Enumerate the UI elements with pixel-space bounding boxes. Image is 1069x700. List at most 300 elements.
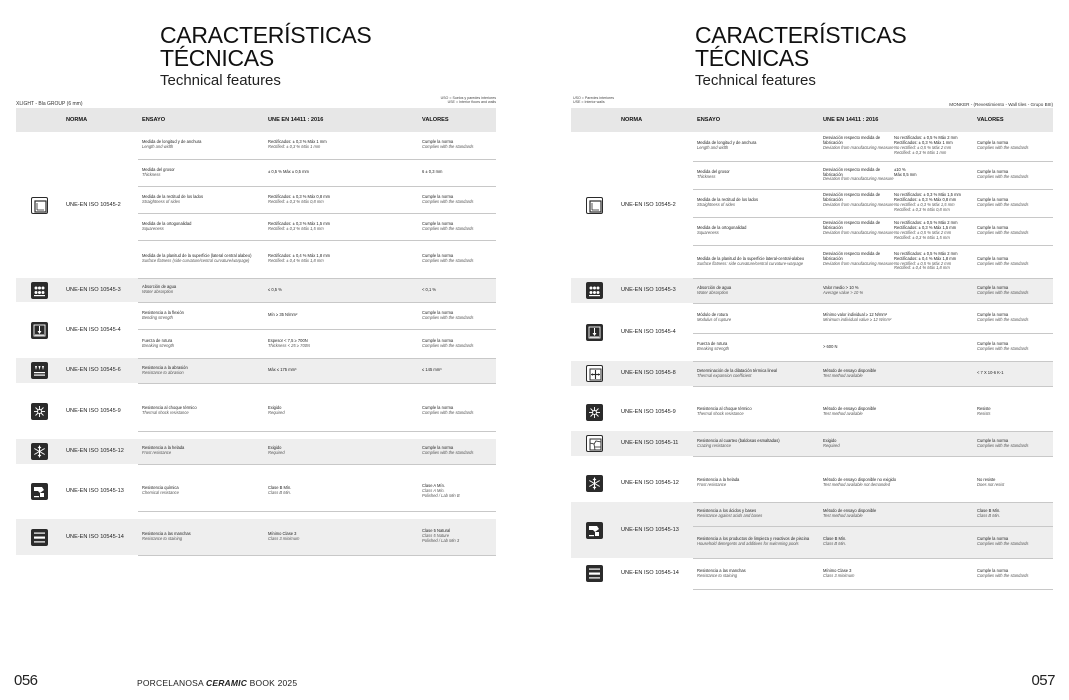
une-tolerance-2: Máx 0,5 mm (894, 171, 917, 177)
une-cell (264, 302, 418, 329)
ensayo-es: Medida del grosor (697, 169, 730, 175)
valores-es: Cumple la norma (422, 445, 454, 451)
valores-cell (973, 558, 1053, 589)
column-header-valores: VALORES (418, 108, 496, 132)
column-header-ensayo: ENSAYO (693, 108, 819, 132)
table-row (16, 391, 496, 431)
ensayo-es: Resistencia a las manchas (697, 567, 746, 573)
valores-en: Class A Min. (422, 487, 445, 493)
page-number: 056 (14, 672, 38, 689)
water-absorption-icon (31, 282, 48, 299)
une-cell (819, 361, 973, 386)
une-tolerance-1: ±10 % (894, 166, 906, 172)
ensayo-cell (693, 161, 819, 189)
ensayo-en: Breaking strength (142, 342, 175, 348)
une-es: Mín ≥ 35 N/mm² (268, 312, 298, 318)
une-es: Clase B Mín. (823, 536, 847, 542)
valores-es: Clase A Mín. (422, 482, 445, 488)
valores-en: Complies with the standards (422, 258, 474, 263)
valores-cell (973, 278, 1053, 303)
valores-en: Complies with the standards (422, 409, 474, 415)
ensayo-es: Medida de la rectitud de los lados (697, 197, 758, 203)
usage-note: USO = Suelos y paredes interiores USE = Interior floors and walls (440, 96, 496, 105)
ensayo-en: Frost resistance (697, 481, 727, 487)
icon-cell (16, 439, 62, 464)
valores-es: Cumple la norma (977, 140, 1009, 146)
valores-es: Cumple la norma (422, 193, 454, 199)
ensayo-cell (693, 464, 819, 502)
valores-cell (418, 132, 496, 159)
une-en: Rectified: ± 0,3 % Máx 1 mm (268, 144, 321, 150)
ensayo-cell (138, 329, 264, 358)
valores-cell (418, 329, 496, 358)
ensayo-cell (138, 278, 264, 302)
valores-en: Complies with the standards (422, 198, 474, 204)
une-en: Test method available (823, 411, 863, 417)
une-cell (819, 278, 973, 303)
une-cell (264, 391, 418, 431)
ensayo-es: Absorción de agua (142, 284, 177, 290)
une-cell (264, 278, 418, 302)
table-row (16, 132, 496, 159)
icon-cell (571, 558, 617, 589)
valores-cell (418, 278, 496, 302)
une-en: Rectified: ± 0,3 % Máx 1,5 mm (268, 225, 324, 231)
une-es: Método de ensayo disponible (823, 508, 877, 514)
ensayo-cell (693, 502, 819, 526)
icon-cell (571, 132, 617, 278)
une-en: Required (823, 442, 840, 448)
ensayo-es: Medida de la ortogonalidad (697, 225, 747, 231)
ensayo-en: Resistance to staining (697, 572, 738, 578)
valores-es: 6 ± 0,3 mm (422, 169, 443, 175)
ensayo-en: Thickness (142, 171, 161, 177)
ensayo-es: Resistencia a las manchas (142, 530, 191, 536)
page-number: 057 (1031, 672, 1055, 689)
ensayo-en: Length and width (697, 145, 729, 151)
norma-cell: UNE-EN ISO 10545-13 (617, 502, 693, 558)
column-header-ensayo: ENSAYO (138, 108, 264, 132)
ensayo-cell (693, 558, 819, 589)
valores-es: Cumple la norma (422, 404, 454, 410)
une-criterion-es: Desviación respecto medida de fabricación (823, 192, 881, 203)
group-spacer (16, 431, 496, 439)
une-es: > 600 N (823, 343, 838, 349)
column-header-une: UNE EN 14411 : 2016 (264, 108, 418, 132)
table-row (571, 464, 1053, 502)
une-en: Class 3 minimum (268, 535, 300, 541)
stain-resistance-icon (586, 565, 603, 582)
norma-cell: UNE-EN ISO 10545-4 (621, 328, 676, 335)
bending-strength-icon (586, 324, 603, 341)
valores-en: Complies with the standards (977, 541, 1029, 546)
une-cell (264, 329, 418, 358)
icon-cell (571, 361, 617, 386)
une-cell (264, 186, 418, 213)
norma-cell: UNE-EN ISO 10545-4 (66, 326, 121, 333)
une-criterion (823, 136, 894, 156)
une-en: Required (268, 409, 285, 415)
ensayo-es: Resistencia al choque térmico (142, 404, 197, 410)
une-cell (819, 333, 973, 361)
chemical-resistance-icon (586, 522, 603, 539)
valores-en: Class 5 Nature (422, 533, 450, 539)
table-row (16, 439, 496, 464)
une-en: Minimum individual value ≥ 12 N/mm² (823, 317, 892, 322)
ensayo-en: Resistance against acids and bases (697, 513, 763, 518)
une-en: Class B Min. (823, 541, 846, 546)
table-row (16, 358, 496, 383)
ensayo-en: Household detergents and additives for swimming pools (697, 541, 799, 546)
group-spacer-cell (16, 383, 496, 391)
icon-cell (571, 303, 617, 361)
valores-en: Complies with the standards (422, 450, 474, 456)
valores-es: ≤ 145 mm³ (422, 367, 442, 373)
valores-es: Cumple la norma (422, 253, 454, 259)
table-row (571, 361, 1053, 386)
technical-table (571, 108, 1053, 590)
une-es: ± 0,5 % Máx ± 0,5 mm (268, 169, 309, 175)
une-tolerance (894, 168, 971, 183)
valores-cell (418, 358, 496, 383)
table-row (571, 431, 1053, 456)
group-spacer (16, 464, 496, 472)
icon-cell (16, 132, 62, 278)
valores-cell (973, 245, 1053, 278)
une-tolerance-3: No rectified: ± 0,5 % Máx 2 mm (894, 260, 952, 266)
valores-cell (973, 394, 1053, 431)
une-en: Required (268, 450, 285, 456)
valores-en: Complies with the standards (422, 342, 474, 348)
group-spacer-cell (16, 431, 496, 439)
valores-en: Class B Min. (977, 513, 1000, 518)
valores-es: Cumple la norma (977, 284, 1009, 290)
table-row (571, 278, 1053, 303)
column-header-norma: NORMA (62, 108, 138, 132)
une-es: Mínimo Clase 3 (268, 530, 297, 536)
norma-cell: UNE-EN ISO 10545-12 (621, 479, 679, 486)
ensayo-en: Crazing resistance (697, 442, 731, 448)
valores-es: Cumple la norma (977, 312, 1009, 318)
valores-cell (973, 361, 1053, 386)
valores-es: < 0,1 % (422, 286, 436, 292)
ensayo-en: Squareness (697, 230, 719, 235)
norma-cell: UNE-EN ISO 10545-14 (62, 519, 138, 555)
norma-cell: UNE-EN ISO 10545-11 (617, 431, 693, 456)
une-criterion-en: Deviation from manufacturing measure (823, 260, 894, 266)
table-row (16, 519, 496, 555)
ensayo-es: Absorción de agua (697, 284, 732, 290)
une-tolerance-1: No rectificados: ± 0,5 % Máx 2 mm (894, 250, 958, 256)
ensayo-cell (138, 358, 264, 383)
chemical-resistance-icon (31, 483, 48, 500)
icon-cell (571, 464, 617, 502)
une-tolerance-1: No rectificados: ± 0,5 % Máx 2 mm (894, 220, 958, 226)
table-row (571, 394, 1053, 431)
valores-cell (973, 217, 1053, 245)
norma-cell: UNE-EN ISO 10545-13 (66, 488, 124, 495)
thermal-shock-icon (31, 403, 48, 420)
ensayo-en: Straightness of sides (142, 198, 181, 204)
valores-es: Cumple la norma (422, 309, 454, 315)
norma-cell: UNE-EN ISO 10545-2 (621, 201, 676, 208)
norma-cell: UNE-EN ISO 10545-3 (617, 278, 693, 303)
ensayo-es: Medida de la ortogonalidad (142, 220, 192, 226)
une-criterion-es: Desviación respecto medida de fabricación (823, 166, 881, 177)
ensayo-en: Water absorption (142, 289, 174, 294)
une-split (823, 252, 971, 272)
une-criterion-en: Deviation from manufacturing measure (823, 202, 894, 207)
une-tolerance-3: No rectified: ± 0,5 % Máx 2 mm (894, 145, 952, 151)
thermal-expansion-icon (586, 365, 603, 382)
column-header-norma: NORMA (617, 108, 693, 132)
valores-cell (973, 333, 1053, 361)
ensayo-es: Resistencia a los ácidos y bases (697, 508, 757, 514)
norma-cell: UNE-EN ISO 10545-12 (62, 439, 138, 464)
une-tolerance-2: Rectificados: ± 0,3 % Máx 0,8 mm (894, 197, 957, 203)
ensayo-es: Medida de longitud y de anchura (142, 139, 202, 145)
valores-cell (973, 526, 1053, 558)
page-title: CARACTERÍSTICAS TÉCNICAS (160, 22, 372, 71)
stain-resistance-icon (31, 529, 48, 546)
valores-cell (418, 186, 496, 213)
ensayo-es: Resistencia a la abrasión (142, 364, 188, 370)
ensayo-es: Resistencia al choque térmico (697, 406, 752, 412)
une-criterion (823, 168, 894, 183)
ensayo-es: Resistencia química (142, 485, 179, 491)
table-row (571, 132, 1053, 161)
une-cell (264, 132, 418, 159)
book-brand: PORCELANOSA CERAMIC BOOK 2025 (137, 678, 298, 688)
une-criterion-en: Deviation from manufacturing measure (823, 145, 894, 151)
ensayo-cell (693, 245, 819, 278)
icon-cell (571, 502, 617, 558)
icon-cell (571, 278, 617, 303)
ensayo-cell (693, 278, 819, 303)
group-spacer-cell (16, 511, 496, 519)
ensayo-es: Resistencia a los productos de limpieza y reactivos de piscina (697, 536, 810, 542)
valores-cell (973, 502, 1053, 526)
une-es: Máx ≤ 175 mm³ (268, 367, 297, 373)
water-absorption-icon (586, 282, 603, 299)
une-en: Rectified: ± 0,4 % Máx 1,8 mm (268, 258, 324, 263)
ensayo-es: Fuerza de rotura (697, 341, 728, 347)
ensayo-es: Determinación de la dilatación térmica lineal (697, 367, 778, 373)
une-split (823, 221, 971, 241)
ensayo-es: Medida de la planitud de la superficie (lateral central alabeo) (142, 253, 252, 259)
ensayo-cell (693, 132, 819, 161)
valores-en: Complies with the standards (977, 572, 1029, 578)
valores-es: Resiste (977, 406, 991, 412)
table-header-row (571, 108, 1053, 132)
icon-cell (16, 302, 62, 358)
une-tolerance-3: No rectified: ± 0,3 % Máx 1,5 mm (894, 202, 955, 207)
une-criterion (823, 193, 894, 213)
une-criterion-es: Desviación respecto medida de fabricación (823, 250, 881, 261)
valores-en: Complies with the standards (422, 225, 474, 231)
une-cell (264, 159, 418, 186)
ensayo-cell (138, 439, 264, 464)
une-tolerance-2: Rectificados: ± 0,3 % Máx 1,5 mm (894, 225, 957, 231)
page-title: CARACTERÍSTICAS TÉCNICAS (695, 22, 907, 71)
valores-es: Clase 5 Natural (422, 528, 451, 534)
une-tolerance-4: Rectified: ± 0,3 % Máx 1,5 mm (894, 234, 950, 240)
ensayo-es: Medida del grosor (142, 166, 175, 172)
table-row (571, 502, 1053, 526)
une-cell (819, 189, 973, 217)
icon-cell (571, 431, 617, 456)
ensayo-es: Resistencia a la helada (142, 445, 185, 451)
valores-extra: Polished / Lab Min 3 (422, 538, 460, 544)
une-cell (264, 213, 418, 240)
ensayo-en: Surface flatness (side curvature/central curvature/warpage) (142, 258, 250, 263)
valores-es: Cumple la norma (977, 437, 1009, 443)
valores-en: Resists (977, 411, 991, 417)
une-es: Exigido (823, 437, 837, 443)
ensayo-en: Modulus of rupture (697, 317, 732, 322)
column-header-une: UNE EN 14411 : 2016 (819, 108, 973, 132)
une-criterion-en: Deviation from manufacturing measure (823, 230, 894, 235)
ensayo-es: Resistencia a la helada (697, 476, 740, 482)
une-es: Clase B Mín. (268, 485, 292, 491)
valores-cell (973, 189, 1053, 217)
ensayo-cell (138, 186, 264, 213)
icon-cell (16, 519, 62, 555)
table-row (16, 472, 496, 511)
une-en: Class 3 minimum (823, 572, 855, 578)
valores-cell (418, 439, 496, 464)
group-spacer-cell (16, 464, 496, 472)
ensayo-cell (138, 472, 264, 511)
ensayo-cell (138, 302, 264, 329)
valores-cell (973, 132, 1053, 161)
une-tolerance (894, 136, 971, 156)
une-tolerance-3: No rectified: ± 0,5 % Máx 2 mm (894, 230, 952, 235)
valores-cell (418, 391, 496, 431)
valores-cell (418, 213, 496, 240)
page-subtitle: Technical features (695, 72, 816, 89)
usage-note: USO = Paredes interiores USE = Interior walls (573, 96, 615, 105)
icon-column-header (16, 108, 62, 132)
ensayo-en: Length and width (142, 144, 174, 150)
une-split (823, 168, 971, 183)
group-spacer (16, 511, 496, 519)
une-criterion-en: Deviation from manufacturing measure (823, 176, 894, 182)
norma-cell: UNE-EN ISO 10545-14 (621, 570, 679, 577)
valores-en: Complies with the standards (422, 144, 474, 150)
une-en: Rectified: ± 0,3 % Máx 0,8 mm (268, 198, 324, 204)
une-cell (264, 472, 418, 511)
valores-en: Complies with the standards (977, 346, 1029, 351)
ensayo-en: Water absorption (697, 289, 729, 295)
une-cell (819, 431, 973, 456)
une-es: ≤ 0,5 % (268, 286, 282, 292)
technical-table (16, 108, 496, 556)
valores-es: Cumple la norma (422, 220, 454, 226)
valores-en: Does not resist (977, 481, 1005, 487)
une-es: Mínimo Clase 3 (823, 567, 852, 573)
icon-cell (571, 394, 617, 431)
right-page (535, 0, 1069, 700)
table-row (16, 278, 496, 302)
ensayo-es: Medida de la planitud de la superficie lateral-central-alabeo (697, 255, 805, 261)
ensayo-en: Straightness of sides (697, 202, 736, 207)
une-en: Test method available not demanded (823, 481, 890, 487)
valores-es: Cumple la norma (977, 169, 1009, 175)
table-row (571, 303, 1053, 333)
une-cell (819, 526, 973, 558)
tile-dimensions-icon (586, 197, 603, 214)
une-es: Método de ensayo disponible no exigido (823, 476, 897, 482)
valores-en: Complies with the standards (977, 145, 1029, 151)
une-tolerance-4: Rectified: ± 0,4 % Máx 1,8 mm (894, 265, 950, 271)
valores-es: Cumple la norma (977, 536, 1009, 542)
ensayo-en: Thermal shock resistance (142, 409, 189, 415)
une-es: Espesor < 7,5 ≥ 700N (268, 337, 308, 343)
valores-cell (418, 472, 496, 511)
valores-cell (418, 519, 496, 555)
une-tolerance-2: Rectificados: ± 0,4 % Máx 1,8 mm (894, 255, 957, 261)
valores-en: Complies with the standards (977, 317, 1029, 322)
ensayo-cell (138, 132, 264, 159)
valores-es: Cumple la norma (977, 225, 1009, 231)
frost-resistance-icon (31, 443, 48, 460)
ensayo-es: Módulo de rotura (697, 312, 728, 318)
une-split (823, 193, 971, 213)
valores-en: Complies with the standards (977, 202, 1029, 207)
ensayo-en: Resistance to staining (142, 535, 183, 541)
norma-cell: UNE-EN ISO 10545-9 (66, 407, 121, 414)
crazing-resistance-icon (586, 435, 603, 452)
ensayo-cell (138, 240, 264, 278)
tile-dimensions-icon (31, 197, 48, 214)
une-criterion (823, 221, 894, 241)
table-header-row (16, 108, 496, 132)
une-criterion-es: Desviación respecto medida de fabricación (823, 220, 881, 231)
table-row (571, 558, 1053, 589)
une-en: Test method available (823, 513, 863, 518)
une-es: Exigido (268, 404, 282, 410)
une-es: Exigido (268, 445, 282, 451)
une-tolerance (894, 193, 971, 213)
valores-cell (973, 464, 1053, 502)
thermal-shock-icon (586, 404, 603, 421)
ensayo-cell (693, 333, 819, 361)
une-tolerance (894, 221, 971, 241)
une-cell (819, 502, 973, 526)
une-cell (264, 358, 418, 383)
abrasion-resistance-icon (31, 362, 48, 379)
group-spacer-cell (571, 456, 1053, 464)
table-row (16, 302, 496, 329)
ensayo-es: Medida de longitud y de anchura (697, 140, 757, 146)
une-cell (819, 161, 973, 189)
ensayo-en: Frost resistance (142, 450, 172, 456)
une-tolerance-1: No rectificados: ± 0,5 % Máx 2 mm (894, 135, 958, 141)
ensayo-cell (138, 391, 264, 431)
ensayo-en: Thermal shock resistance (697, 411, 744, 417)
une-cell (264, 439, 418, 464)
une-tolerance (894, 252, 971, 272)
valores-es: Cumple la norma (977, 567, 1009, 573)
ensayo-cell (138, 213, 264, 240)
ensayo-es: Medida de la rectitud de los lados (142, 193, 203, 199)
valores-cell (418, 240, 496, 278)
une-es: Rectificados: ± 0,3 % Máx 1,5 mm (268, 220, 331, 226)
une-cell (819, 464, 973, 502)
icon-cell (16, 391, 62, 431)
une-cell (819, 217, 973, 245)
